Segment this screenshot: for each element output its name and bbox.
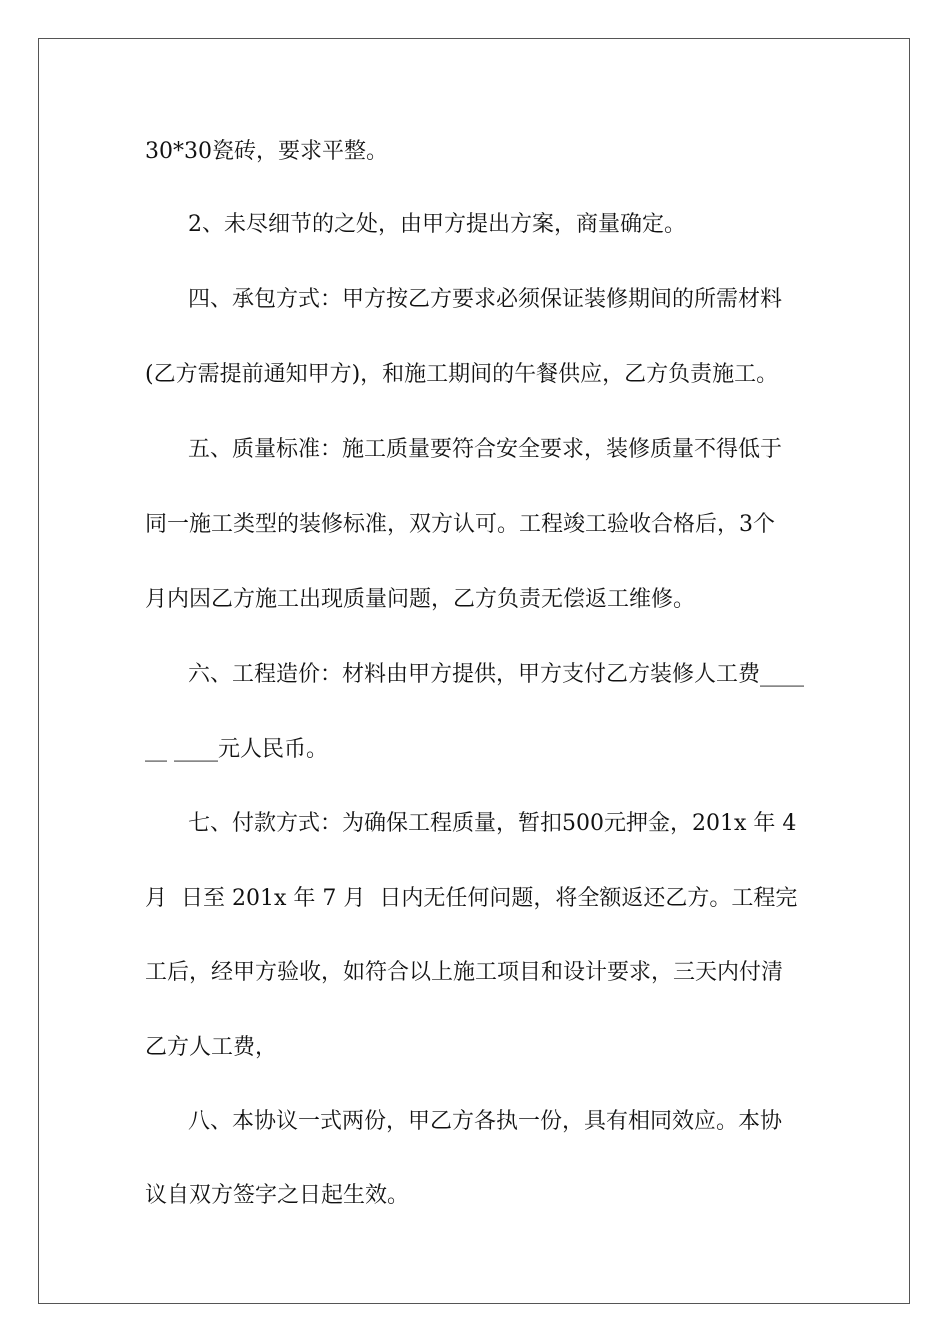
text-line: 30*30瓷砖，要求平整。 — [145, 139, 388, 164]
text-line: 议自双方签字之日起生效。 — [145, 1183, 410, 1208]
text-line: 月内因乙方施工出现质量问题，乙方负责无偿返工维修。 — [145, 587, 696, 612]
text-line: 同一施工类型的装修标准，双方认可。工程竣工验收合格后，3个 — [145, 512, 775, 537]
text-line: 六、工程造价：材料由甲方提供，甲方支付乙方装修人工费____ — [188, 662, 805, 687]
text-line: 月 日至 201x 年 7 月 日内无任何问题，将全额返还乙方。工程完 — [145, 886, 798, 911]
text-line: 四、承包方式：甲方按乙方要求必须保证装修期间的所需材料 — [188, 287, 783, 312]
text-line: 七、付款方式：为确保工程质量，暂扣500元押金，201x 年 4 — [188, 811, 797, 836]
text-line: 五、质量标准：施工质量要符合安全要求，装修质量不得低于 — [188, 437, 783, 462]
text-line: 2、未尽细节的之处，由甲方提出方案，商量确定。 — [188, 212, 686, 237]
text-line: __ ____元人民币。 — [145, 737, 328, 762]
text-line: 八、本协议一式两份，甲乙方各执一份，具有相同效应。本协 — [188, 1109, 783, 1134]
text-line: 工后，经甲方验收，如符合以上施工项目和设计要求，三天内付清 — [145, 960, 784, 985]
text-line: (乙方需提前通知甲方)，和施工期间的午餐供应，乙方负责施工。 — [145, 362, 779, 387]
text-line: 乙方人工费， — [145, 1035, 278, 1060]
